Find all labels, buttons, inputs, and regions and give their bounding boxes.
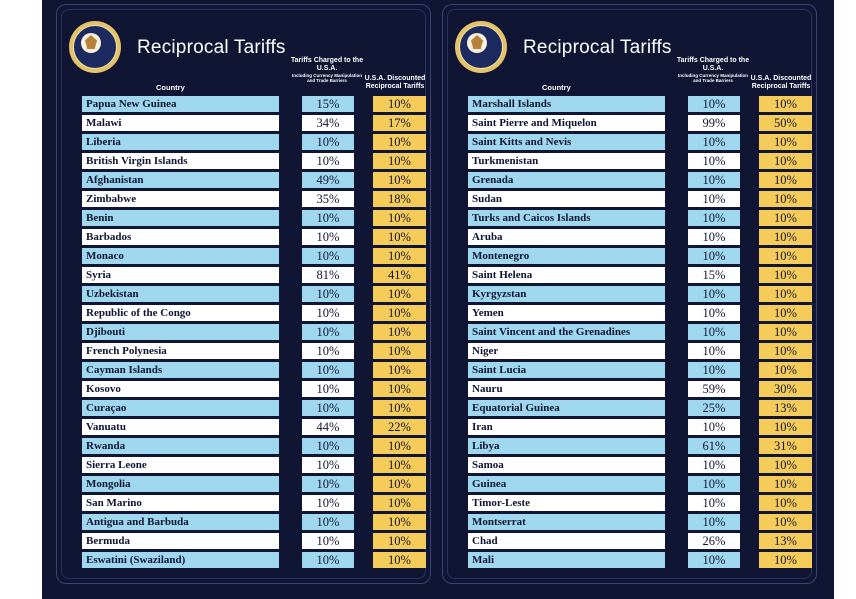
discounted-tariff-cell: 10% [759,305,812,321]
tariff-charged-cell: 10% [688,324,740,340]
header-country: Country [156,83,185,92]
discounted-tariff-cell: 10% [373,495,426,511]
discounted-tariff-cell: 13% [759,400,812,416]
discounted-tariff-cell: 10% [759,514,812,530]
discounted-tariff-cell: 10% [373,381,426,397]
country-cell: Kyrgyzstan [468,286,665,302]
header-discounted-tariffs: U.S.A. Discounted Reciprocal Tariffs [364,75,426,90]
discounted-tariff-cell: 18% [373,191,426,207]
country-cell: Republic of the Congo [82,305,279,321]
discounted-tariff-cell: 10% [759,324,812,340]
header-tariffs-charged [676,57,750,83]
header-tariffs-charged-sub: Including Currency Manipulation and Trade Barriers [291,73,362,83]
country-cell: Saint Vincent and the Grenadines [468,324,665,340]
country-cell: Saint Helena [468,267,665,283]
discounted-tariff-cell: 10% [373,172,426,188]
discounted-tariff-cell: 10% [759,419,812,435]
tariff-charged-cell: 15% [688,267,740,283]
country-cell: Curaçao [82,400,279,416]
country-cell: Equatorial Guinea [468,400,665,416]
country-cell: British Virgin Islands [82,153,279,169]
country-cell: Chad [468,533,665,549]
country-cell: Saint Lucia [468,362,665,378]
tariff-charged-cell: 10% [302,495,354,511]
tariff-charged-cell: 10% [302,457,354,473]
presidential-seal-icon [455,21,507,73]
country-cell: Saint Pierre and Miquelon [468,115,665,131]
country-cell: Cayman Islands [82,362,279,378]
discounted-tariff-cell: 10% [373,400,426,416]
tariff-charged-cell: 10% [688,134,740,150]
country-cell: Sierra Leone [82,457,279,473]
country-cell: Iran [468,419,665,435]
tariff-charged-cell: 10% [302,400,354,416]
discounted-tariff-cell: 10% [373,210,426,226]
country-cell: Turks and Caicos Islands [468,210,665,226]
tariff-charged-cell: 10% [302,286,354,302]
discounted-tariff-cell: 10% [373,248,426,264]
header-tariffs-charged-sub: Including Currency Manipulation and Trade Barriers [677,73,748,83]
tariff-charged-cell: 10% [688,210,740,226]
discounted-tariff-cell: 10% [373,286,426,302]
tariff-charged-cell: 10% [688,153,740,169]
discounted-tariff-cell: 10% [373,457,426,473]
country-cell: Vanuatu [82,419,279,435]
header-tariffs-charged [290,57,364,83]
country-cell: Afghanistan [82,172,279,188]
country-cell: Papua New Guinea [82,96,279,112]
header-country: Country [542,83,571,92]
tariff-charged-cell: 59% [688,381,740,397]
tariff-charged-cell: 10% [688,514,740,530]
discounted-tariff-cell: 10% [759,134,812,150]
tariff-charged-cell: 10% [302,248,354,264]
country-cell: Bermuda [82,533,279,549]
tariff-charged-cell: 10% [302,381,354,397]
discounted-tariff-cell: 10% [373,153,426,169]
discounted-tariff-cell: 10% [759,495,812,511]
tariff-charged-cell: 10% [688,191,740,207]
discounted-tariff-cell: 10% [373,229,426,245]
discounted-tariff-cell: 10% [759,191,812,207]
discounted-tariff-cell: 10% [373,514,426,530]
country-cell: Uzbekistan [82,286,279,302]
tariff-charged-cell: 10% [688,419,740,435]
tariff-charged-cell: 10% [688,96,740,112]
discounted-tariff-cell: 10% [373,343,426,359]
panel-title: Reciprocal Tariffs [137,37,286,58]
tariff-charged-cell: 10% [302,153,354,169]
country-cell: Malawi [82,115,279,131]
tariff-charged-cell: 10% [688,552,740,568]
discounted-tariff-cell: 10% [373,552,426,568]
country-cell: Rwanda [82,438,279,454]
country-cell: Zimbabwe [82,191,279,207]
presidential-seal-icon [69,21,121,73]
discounted-tariff-cell: 10% [759,457,812,473]
tariff-charged-cell: 10% [302,362,354,378]
country-cell: Syria [82,267,279,283]
country-cell: Yemen [468,305,665,321]
country-cell: Niger [468,343,665,359]
tariff-charged-cell: 25% [688,400,740,416]
header-discounted-tariffs: U.S.A. Discounted Reciprocal Tariffs [750,75,812,90]
discounted-tariff-cell: 10% [759,343,812,359]
tariff-charged-cell: 10% [688,172,740,188]
country-cell: Antigua and Barbuda [82,514,279,530]
tariff-panel-right [442,4,817,584]
country-cell: Guinea [468,476,665,492]
country-cell: French Polynesia [82,343,279,359]
discounted-tariff-cell: 10% [759,153,812,169]
discounted-tariff-cell: 22% [373,419,426,435]
country-cell: Benin [82,210,279,226]
discounted-tariff-cell: 10% [759,210,812,226]
discounted-tariff-cell: 10% [373,438,426,454]
discounted-tariff-cell: 50% [759,115,812,131]
discounted-tariff-cell: 31% [759,438,812,454]
discounted-tariff-cell: 10% [759,248,812,264]
country-cell: Sudan [468,191,665,207]
discounted-tariff-cell: 10% [373,362,426,378]
country-cell: Mali [468,552,665,568]
header-tariffs-charged-main: Tariffs Charged to the U.S.A. [676,57,750,72]
tariff-charged-cell: 10% [688,305,740,321]
discounted-tariff-cell: 41% [373,267,426,283]
tariff-charged-cell: 34% [302,115,354,131]
country-cell: Mongolia [82,476,279,492]
tariff-panel-left [56,4,431,584]
tariff-charged-cell: 10% [688,248,740,264]
discounted-tariff-cell: 13% [759,533,812,549]
country-cell: Turkmenistan [468,153,665,169]
tariff-charged-cell: 10% [688,476,740,492]
country-cell: Timor-Leste [468,495,665,511]
discounted-tariff-cell: 10% [759,476,812,492]
header-tariffs-charged-main: Tariffs Charged to the U.S.A. [290,57,364,72]
tariff-charged-cell: 10% [688,343,740,359]
tariff-charged-cell: 81% [302,267,354,283]
tariff-charged-cell: 10% [302,476,354,492]
tariff-charged-cell: 10% [302,210,354,226]
tariff-charged-cell: 10% [302,305,354,321]
discounted-tariff-cell: 10% [759,96,812,112]
discounted-tariff-cell: 30% [759,381,812,397]
country-cell: Libya [468,438,665,454]
discounted-tariff-cell: 10% [759,172,812,188]
country-cell: Kosovo [82,381,279,397]
tariff-charged-cell: 10% [688,457,740,473]
tariff-charged-cell: 10% [302,552,354,568]
country-cell: Liberia [82,134,279,150]
tariff-charged-cell: 10% [302,343,354,359]
country-cell: Monaco [82,248,279,264]
country-cell: Saint Kitts and Nevis [468,134,665,150]
tariff-charged-cell: 49% [302,172,354,188]
tariff-charged-cell: 10% [302,514,354,530]
panel-title: Reciprocal Tariffs [523,37,672,58]
country-cell: Grenada [468,172,665,188]
country-cell: Nauru [468,381,665,397]
discounted-tariff-cell: 10% [373,96,426,112]
discounted-tariff-cell: 10% [759,267,812,283]
country-cell: Aruba [468,229,665,245]
discounted-tariff-cell: 10% [759,286,812,302]
tariff-charged-cell: 10% [302,134,354,150]
discounted-tariff-cell: 10% [373,134,426,150]
country-cell: Samoa [468,457,665,473]
tariff-charged-cell: 10% [688,362,740,378]
tariff-charged-cell: 35% [302,191,354,207]
tariff-charged-cell: 10% [302,324,354,340]
discounted-tariff-cell: 10% [373,476,426,492]
country-cell: Djibouti [82,324,279,340]
discounted-tariff-cell: 10% [373,533,426,549]
tariff-charged-cell: 10% [688,229,740,245]
discounted-tariff-cell: 10% [759,362,812,378]
discounted-tariff-cell: 10% [759,229,812,245]
tariff-charged-cell: 26% [688,533,740,549]
discounted-tariff-cell: 10% [759,552,812,568]
tariff-charged-cell: 61% [688,438,740,454]
tariff-charged-cell: 10% [688,286,740,302]
country-cell: Marshall Islands [468,96,665,112]
discounted-tariff-cell: 10% [373,305,426,321]
country-cell: Barbados [82,229,279,245]
tariff-charged-cell: 44% [302,419,354,435]
country-cell: Eswatini (Swaziland) [82,552,279,568]
discounted-tariff-cell: 17% [373,115,426,131]
country-cell: San Marino [82,495,279,511]
tariff-charged-cell: 10% [302,438,354,454]
tariff-charged-cell: 10% [302,229,354,245]
tariff-charged-cell: 99% [688,115,740,131]
tariff-charged-cell: 10% [688,495,740,511]
country-cell: Montserrat [468,514,665,530]
discounted-tariff-cell: 10% [373,324,426,340]
tariff-charged-cell: 10% [302,533,354,549]
tariff-charged-cell: 15% [302,96,354,112]
country-cell: Montenegro [468,248,665,264]
